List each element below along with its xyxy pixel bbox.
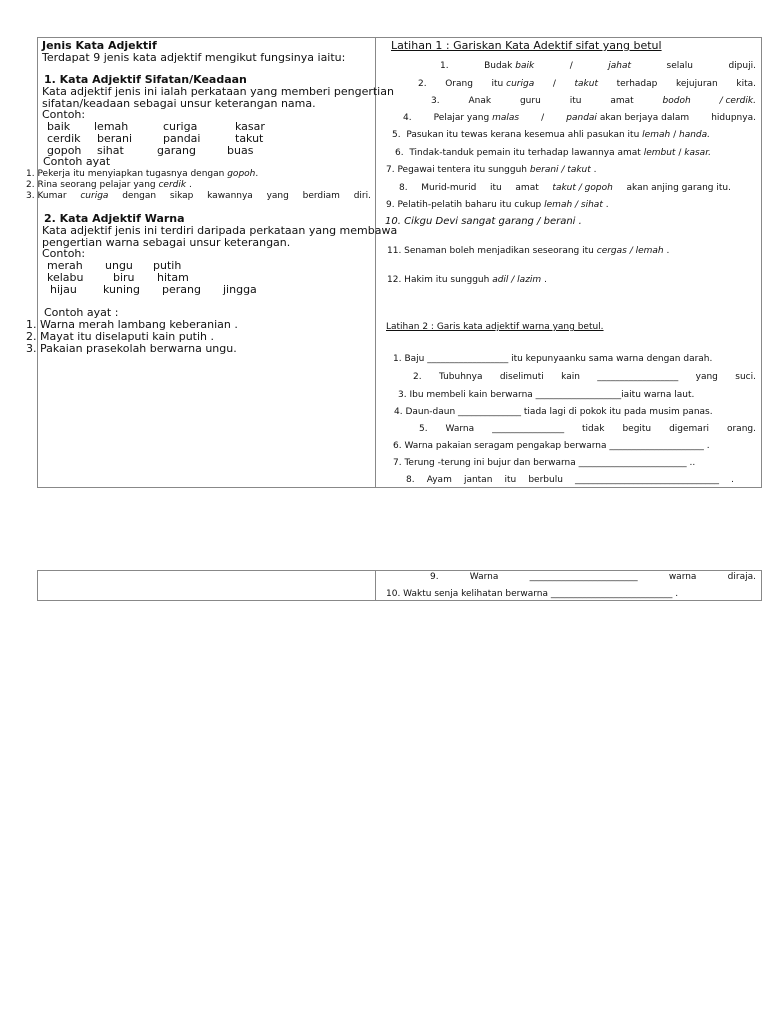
word-item: perang (162, 283, 201, 296)
notes-column (26, 38, 398, 487)
example-sentence: 3. Kumar curiga dengan sikap kawannya yang berdiam diri. (26, 191, 371, 201)
exercise-item: 4. Pelajar yang malas / pandai akan berjaya dalam hidupnya. (403, 113, 756, 123)
exercise-item: 2. Tubuhnya diselimuti kain __________________ yang suci. (413, 372, 756, 382)
exercise-item: 3. Ibu membeli kain berwarna ___________________iaitu warna laut. (398, 390, 695, 400)
exercise-column (376, 38, 761, 487)
notes-column (38, 571, 376, 600)
word-item: takut (235, 132, 264, 145)
word-item: merah (47, 259, 83, 272)
exercise-column (376, 571, 761, 600)
section1-desc: sifatan/keadaan sebagai unsur keterangan nama. (42, 97, 316, 110)
section2-desc: Kata adjektif jenis ini terdiri daripada perkataan yang membawa (42, 224, 398, 237)
exercise-item: 5. Warna ________________ tidak begitu digemari orang. (419, 424, 756, 434)
word-item: biru (113, 271, 135, 284)
contoh-label: Contoh: (42, 247, 86, 260)
word-item: pandai (163, 132, 201, 145)
exercise-item: 6. Tindak-tanduk pemain itu terhadap lawannya amat lembut / kasar. (395, 148, 711, 158)
worksheet-table (26, 37, 762, 488)
word-item: hijau (50, 283, 77, 296)
word-item: kuning (103, 283, 140, 296)
contoh-label: Contoh: (42, 108, 86, 121)
exercise-item: 3. Anak guru itu amat bodoh / cerdik. (431, 96, 756, 106)
exercise-item: 9. Warna ________________________ warna diraja. (430, 572, 756, 582)
latihan1-title: Latihan 1 : Gariskan Kata Adektif sifat yang betul (391, 39, 662, 52)
word-item: kasar (235, 120, 265, 133)
word-item: buas (227, 144, 254, 157)
exercise-item: 1. Baju __________________ itu kepunyaanku sama warna dengan darah. (393, 354, 713, 364)
latihan2-title: Latihan 2 : Garis kata adjektif warna yang betul. (386, 322, 604, 332)
word-item: putih (153, 259, 182, 272)
exercise-item: 7. Pegawai tentera itu sungguh berani / takut . (386, 165, 597, 175)
word-item: ungu (105, 259, 133, 272)
exercise-item: 10. Waktu senja kelihatan berwarna ___________________________ . (386, 589, 679, 599)
notes-intro: Terdapat 9 jenis kata adjektif mengikut fungsinya iaitu: (42, 51, 346, 64)
section2-heading: 2. Kata Adjektif Warna (44, 212, 185, 225)
word-item: kelabu (47, 271, 84, 284)
exercise-item: 4. Daun-daun ______________ tiada lagi di pokok itu pada musim panas. (394, 407, 713, 417)
exercise-item: 10. Cikgu Devi sangat garang / berani . (385, 216, 582, 227)
word-item: gopoh (47, 144, 82, 157)
exercise-item: 9. Pelatih-pelatih baharu itu cukup lemah / sihat . (386, 200, 609, 210)
section2-desc: pengertian warna sebagai unsur keterangan. (42, 236, 291, 249)
notes-title: Jenis Kata Adjektif (42, 39, 157, 52)
word-item: berani (97, 132, 133, 145)
exercise-item: 8. Murid-murid itu amat takut / gopoh akan anjing garang itu. (399, 183, 731, 193)
exercise-item: 11. Senaman boleh menjadikan seseorang itu cergas / lemah . (387, 246, 670, 256)
exercise-item: 7. Terung -terung ini bujur dan berwarna ________________________ .. (393, 458, 696, 468)
exercise-item: 8. Ayam jantan itu berbulu ________________________________ . (406, 475, 734, 485)
exercise-item: 1. Budak baik / jahat selalu dipuji. (440, 61, 756, 71)
contoh-ayat-label: Contoh ayat : (44, 306, 119, 319)
word-item: lemah (94, 120, 129, 133)
word-item: sihat (97, 144, 124, 157)
example-sentence: 3. Pakaian prasekolah berwarna ungu. (26, 342, 237, 355)
word-item: garang (157, 144, 196, 157)
exercise-item: 5. Pasukan itu tewas kerana kesemua ahli pasukan itu lemah / handa. (392, 130, 710, 140)
word-item: jingga (223, 283, 257, 296)
example-sentence: 2. Mayat itu diselaputi kain putih . (26, 330, 215, 343)
exercise-item: 12. Hakim itu sungguh adil / lazim . (387, 275, 547, 285)
word-item: hitam (157, 271, 189, 284)
contoh-ayat-label: Contoh ayat (43, 155, 111, 168)
word-item: baik (47, 120, 71, 133)
exercise-item: 6. Warna pakaian seragam pengakap berwarna _____________________ . (393, 441, 710, 451)
exercise-item: 2. Orang itu curiga / takut terhadap kejujuran kita. (418, 79, 756, 89)
example-sentence: 2. Rina seorang pelajar yang cerdik . (26, 180, 192, 190)
word-item: cerdik (47, 132, 81, 145)
worksheet-table-continued (37, 570, 762, 601)
example-sentence: 1. Pekerja itu menyiapkan tugasnya dengan gopoh. (26, 169, 259, 179)
word-item: curiga (163, 120, 198, 133)
section1-heading: 1. Kata Adjektif Sifatan/Keadaan (44, 73, 247, 86)
section1-desc: Kata adjektif jenis ini ialah perkataan yang memberi pengertian (42, 85, 394, 98)
example-sentence: 1. Warna merah lambang keberanian . (26, 318, 238, 331)
